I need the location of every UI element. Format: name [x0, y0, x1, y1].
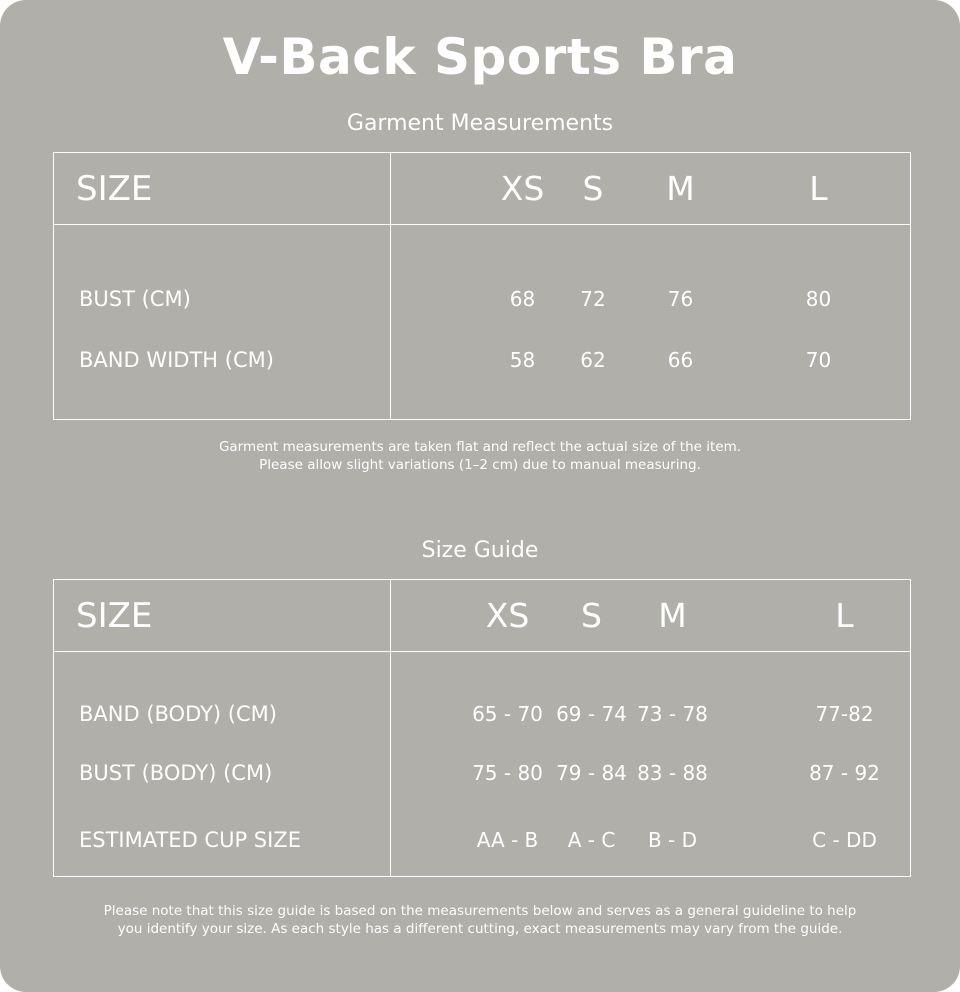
- value-band-body-xs: 65 - 70: [472, 701, 543, 726]
- table-header-row: [54, 580, 911, 652]
- size-header-m: M: [621, 153, 794, 225]
- guide-size-header-m: M: [628, 580, 790, 652]
- size-header-l: L: [794, 153, 911, 225]
- value-bust-m: 76: [667, 286, 694, 311]
- value-bust-xs: 68: [509, 286, 536, 311]
- table-spacer-row: [54, 397, 911, 420]
- value-band-width-l: 70: [805, 347, 832, 372]
- table-row: [54, 323, 911, 397]
- guide-size-header-s: S: [556, 580, 628, 652]
- value-cup-size-s: A - C: [567, 827, 616, 852]
- value-cup-size-l: C - DD: [812, 827, 877, 852]
- value-cup-size-m: B - D: [647, 827, 698, 852]
- size-header-xs: XS: [391, 153, 566, 225]
- table-spacer-row: [54, 873, 911, 877]
- value-bust-body-xs: 75 - 80: [472, 761, 543, 785]
- garment-note: [0, 438, 960, 474]
- value-bust-body-m: 83 - 88: [637, 761, 708, 785]
- row-label-bust-body: BUST (BODY) (CM): [54, 740, 391, 807]
- guide-size-header-l: L: [790, 580, 911, 652]
- row-label-band-body: BAND (BODY) (CM): [54, 652, 391, 740]
- value-band-width-s: 62: [580, 347, 606, 372]
- size-guide-table: [53, 579, 911, 877]
- size-guide-section-title: Size Guide: [421, 538, 539, 563]
- value-band-width-xs: 58: [509, 347, 536, 372]
- guide-size-header-label: SIZE: [54, 580, 391, 652]
- value-band-width-m: 66: [667, 347, 694, 372]
- row-label-bust: BUST (CM): [54, 225, 391, 323]
- value-bust-l: 80: [805, 286, 832, 311]
- garment-section-title: Garment Measurements: [346, 111, 614, 136]
- size-guide-note: [0, 902, 960, 938]
- value-band-body-m: 73 - 78: [637, 701, 708, 726]
- garment-note-line-2: Please allow slight variations (1–2 cm) due to manual measuring.: [259, 457, 701, 473]
- size-guide-note-line-2: you identify your size. As each style has a different cutting, exact measurements may vary from the guide.: [117, 921, 843, 937]
- size-guide-note-line-1: Please note that this size guide is based on the measurements below and serves as a general guideline to help: [103, 903, 857, 919]
- row-label-band-width: BAND WIDTH (CM): [54, 323, 391, 397]
- table-row: [54, 807, 911, 873]
- size-header-s: S: [566, 153, 621, 225]
- size-header-label: SIZE: [54, 153, 391, 225]
- garment-measurements-table: [53, 152, 911, 420]
- table-row: [54, 740, 911, 807]
- guide-size-header-xs: XS: [391, 580, 556, 652]
- value-bust-body-l: 87 - 92: [809, 761, 880, 785]
- table-row: [54, 652, 911, 740]
- value-cup-size-xs: AA - B: [476, 827, 539, 852]
- table-row: [54, 225, 911, 323]
- row-label-cup-size: ESTIMATED CUP SIZE: [54, 807, 391, 873]
- value-bust-body-s: 79 - 84: [556, 761, 627, 785]
- value-bust-s: 72: [580, 286, 606, 311]
- value-band-body-s: 69 - 74: [556, 701, 627, 726]
- garment-note-line-1: Garment measurements are taken flat and reflect the actual size of the item.: [218, 439, 742, 455]
- value-band-body-l: 77-82: [815, 701, 874, 726]
- page-title: V-Back Sports Bra: [222, 28, 738, 86]
- table-header-row: [54, 153, 911, 225]
